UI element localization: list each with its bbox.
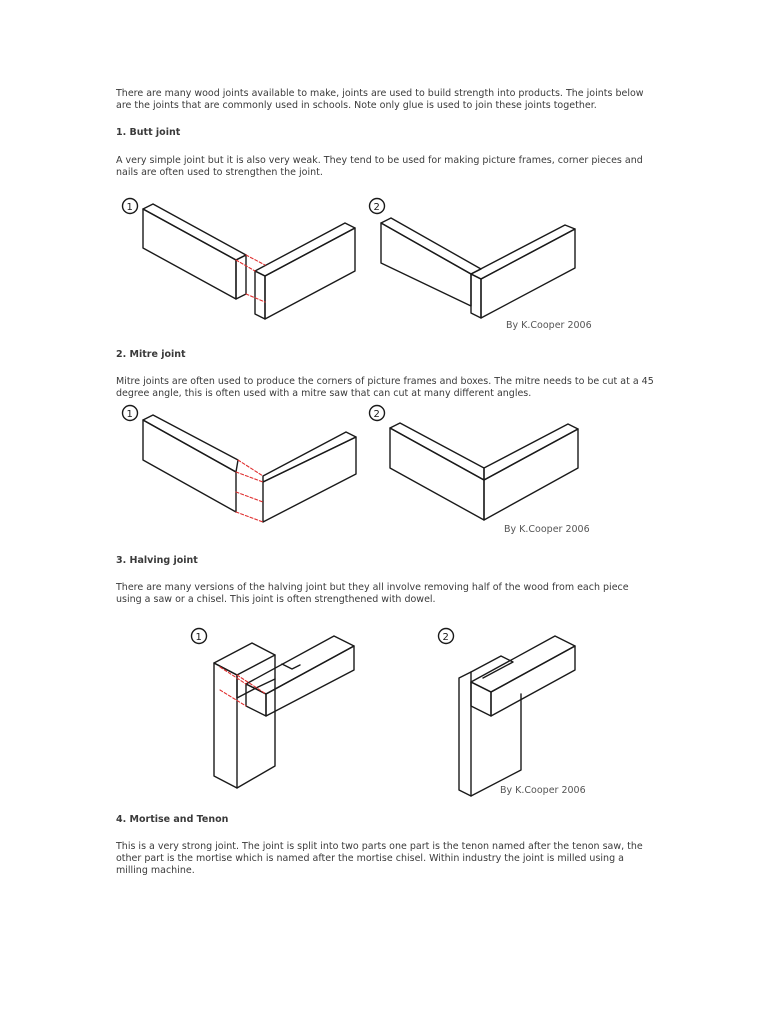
horizontal-piece-end [246, 684, 266, 716]
alignment-line [220, 690, 246, 706]
credit: By K.Cooper 2006 [500, 785, 586, 796]
mortise-tenon-heading: 4. Mortise and Tenon [116, 814, 229, 825]
right-piece-front [263, 437, 356, 522]
alignment-line [220, 667, 246, 684]
halving-cut [471, 656, 513, 678]
figure-number: 2 [373, 202, 380, 213]
horizontal-piece-front [491, 646, 575, 716]
halving-cut [282, 664, 300, 669]
halving-joint-heading: 3. Halving joint [116, 555, 198, 566]
left-piece-end [236, 255, 246, 299]
figure-number: 1 [195, 632, 202, 643]
halving-joint-text: There are many versions of the halving joint but they all involve removing half of the wood from each piece using a saw or a chisel. This joint is often strengthened with dowel. [116, 582, 629, 605]
left-piece-top [143, 415, 238, 472]
vertical-piece-front [459, 672, 471, 796]
mitre-joint-text: Mitre joints are often used to produce the corners of picture frames and boxes. The mitre needs to be cut at a 45 degree angle, this is often used with a mitre saw that can cut at many different angles. [116, 376, 654, 399]
butt-joint-heading: 1. Butt joint [116, 127, 181, 138]
butt-joint-figure-2 [358, 195, 618, 330]
horizontal-piece-front [266, 646, 354, 716]
halving-joint-figure-1 [180, 620, 380, 805]
mitre-joint-figure-2 [358, 402, 618, 537]
horizontal-piece-end [471, 682, 491, 716]
butt-joint-text: A very simple joint but it is also very weak. They tend to be used for making picture frames, corner pieces and nails are often used to strengthen the joint. [116, 155, 643, 178]
credit: By K.Cooper 2006 [504, 524, 590, 535]
mortise-tenon-text: This is a very strong joint. The joint is split into two parts one part is the tenon named after the tenon saw, the other part is the mortise which is named after the mortise chisel. Within industry the joint is milled using a milling machine. [116, 841, 643, 876]
figure-number: 1 [126, 409, 133, 420]
right-piece-end [255, 271, 265, 319]
left-piece-front [381, 223, 471, 306]
vertical-piece-front [214, 663, 237, 788]
alignment-line [236, 512, 263, 522]
intro-paragraph: There are many wood joints available to make, joints are used to build strength into products. The joints below are the joints that are commonly used in schools. Note only glue is used to join these joints together. [116, 88, 644, 111]
halving-joint-figure-2 [425, 620, 625, 805]
alignment-line [246, 255, 265, 265]
left-piece-top [143, 204, 246, 260]
credit: By K.Cooper 2006 [506, 320, 592, 331]
left-piece-top [381, 218, 481, 274]
figure-number: 1 [126, 202, 133, 213]
left-piece-front [390, 428, 484, 520]
vertical-piece-top [214, 643, 275, 675]
mitre-joint-heading: 2. Mitre joint [116, 349, 186, 360]
right-piece-end [471, 274, 481, 318]
left-piece-front [143, 209, 236, 299]
right-piece-top [471, 225, 575, 279]
right-piece-front [481, 229, 575, 318]
alignment-line [236, 492, 263, 502]
figure-number: 2 [442, 632, 449, 643]
right-piece-top [255, 223, 355, 276]
figure-number: 2 [373, 409, 380, 420]
